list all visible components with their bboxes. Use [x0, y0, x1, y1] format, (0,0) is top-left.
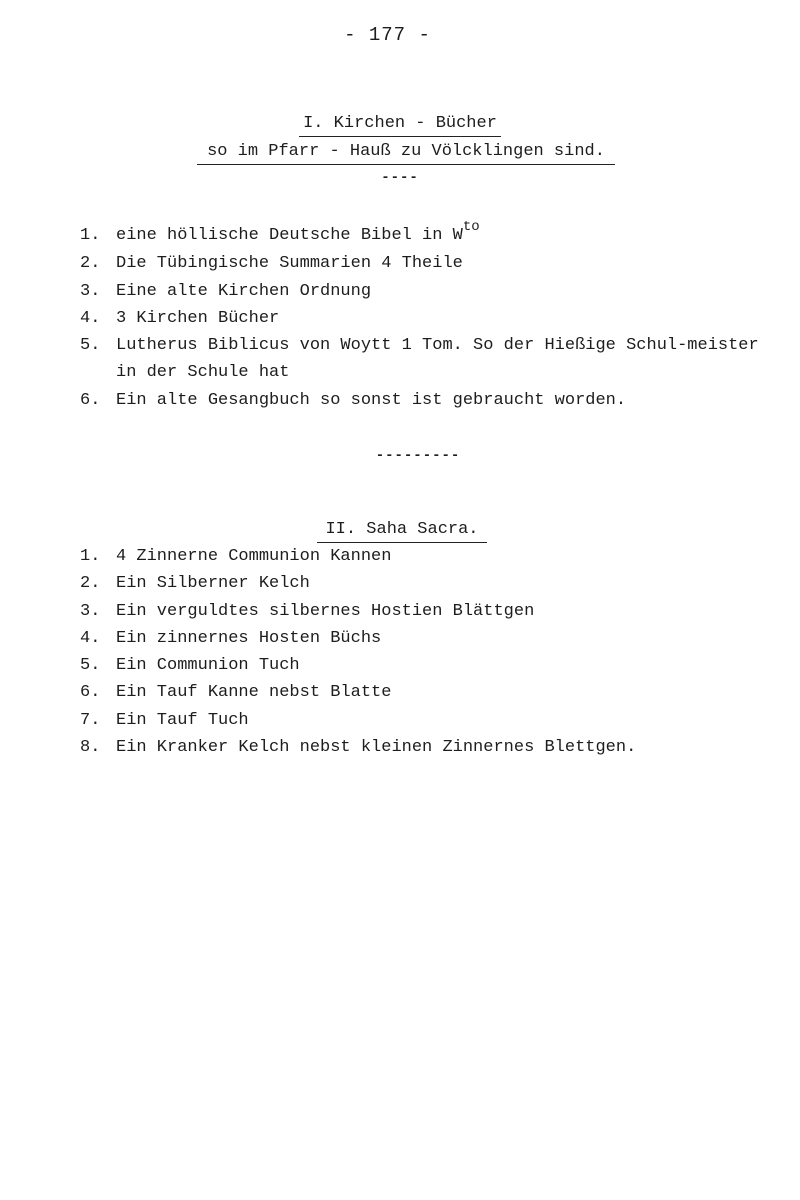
item-number: 7. [80, 710, 101, 730]
list-item [80, 250, 770, 277]
list-item [80, 625, 770, 652]
item-text: Lutherus Biblicus von Woytt 1 Tom. So der Hießige Schul-meister in der Schule hat [116, 336, 759, 383]
item-number: 4. [80, 628, 101, 648]
list-item [80, 652, 770, 679]
item-text: Ein Tauf Tuch [116, 710, 249, 730]
item-text: Ein Silberner Kelch [116, 574, 310, 594]
item-number: 6. [80, 390, 101, 410]
section-separator: --------- [375, 448, 461, 464]
section1-title-wrap [0, 113, 800, 137]
item-number: 5. [80, 336, 101, 356]
item-number: 5. [80, 656, 101, 676]
item-text: Die Tübingische Summarien 4 Theile [116, 254, 463, 274]
section1-subtitle-wrap [0, 141, 800, 165]
item-text: 3 Kirchen Bücher [116, 308, 280, 328]
section1-title: I. Kirchen - Bücher [299, 113, 501, 137]
list-item [80, 707, 770, 734]
list-item [80, 387, 770, 414]
section1-list [80, 219, 770, 414]
item-number: 8. [80, 738, 101, 758]
list-item [80, 543, 770, 570]
section2-title: II. Saha Sacra. [317, 519, 486, 543]
item-text-sup: to [462, 219, 480, 235]
item-text: Ein Kranker Kelch nebst kleinen Zinnernes Blettgen. [116, 738, 637, 758]
list-item [80, 679, 770, 706]
item-number: 1. [80, 226, 101, 245]
item-text: Ein verguldtes silbernes Hostien Blättgen [116, 601, 535, 621]
list-item [80, 734, 770, 761]
item-number: 3. [80, 281, 101, 301]
section2-list [80, 543, 770, 761]
item-text: Ein zinnernes Hosten Büchs [116, 628, 382, 648]
item-text: Ein Communion Tuch [116, 656, 300, 676]
item-number: 2. [80, 254, 101, 274]
item-number: 3. [80, 601, 101, 621]
list-item [80, 598, 770, 625]
item-text-pre-sup: W [452, 226, 463, 245]
item-number: 2. [80, 574, 101, 594]
section1-subtitle: so im Pfarr - Hauß zu Völcklingen sind. [197, 141, 615, 165]
section1-dash: ---- [381, 170, 419, 186]
list-item [80, 570, 770, 597]
item-number: 6. [80, 683, 101, 703]
item-text: Ein alte Gesangbuch so sonst ist gebraucht worden. [116, 390, 627, 410]
page-number: - 177 - [344, 24, 431, 46]
list-item [80, 305, 770, 332]
item-text [116, 219, 770, 250]
item-text: Eine alte Kirchen Ordnung [116, 281, 372, 301]
list-item [80, 278, 770, 305]
item-text: 4 Zinnerne Communion Kannen [116, 547, 392, 566]
item-text-main: eine höllische Deutsche Bibel in [116, 226, 453, 245]
item-number: 4. [80, 308, 101, 328]
section2-title-wrap [0, 519, 800, 543]
item-number: 1. [80, 547, 101, 566]
list-item [80, 219, 770, 250]
item-text: Ein Tauf Kanne nebst Blatte [116, 683, 392, 703]
list-item [80, 332, 770, 387]
